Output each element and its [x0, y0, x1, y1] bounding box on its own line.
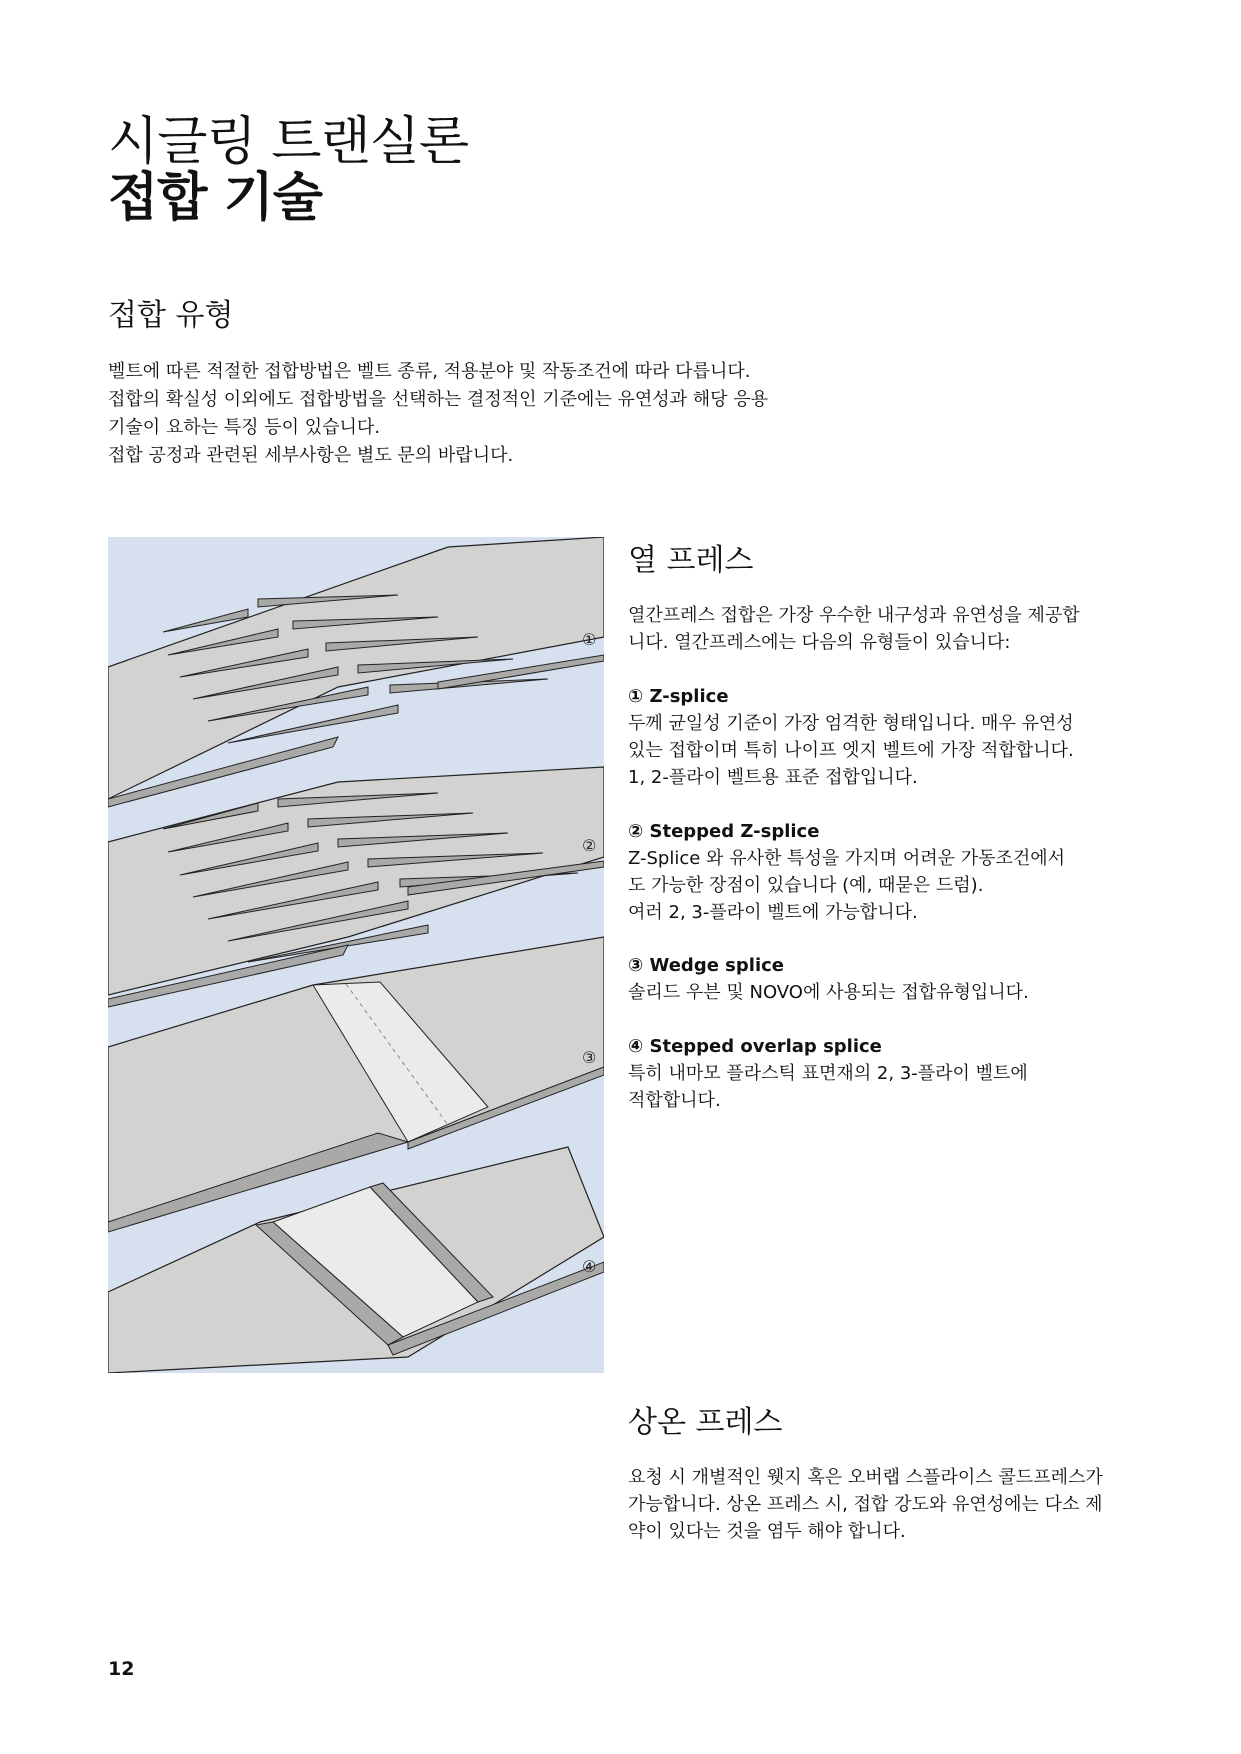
splice-type-line: 1, 2-플라이 벨트용 표준 접합입니다.: [628, 767, 918, 788]
page-title-line1: 시글링 트랜실론: [108, 112, 469, 172]
hot-press-heading: 열 프레스: [628, 543, 754, 578]
splice-type-line: 도 가능한 장점이 있습니다 (예, 때묻은 드럼).: [628, 875, 984, 896]
cold-press-line: 요청 시 개별적인 웻지 혹은 오버랩 스플라이스 콜드프레스가: [628, 1467, 1103, 1488]
splice-type-line: 있는 접합이며 특히 나이프 엣지 벨트에 가장 적합합니다.: [628, 740, 1074, 761]
splice-type-z: [628, 683, 1118, 791]
intro-line: 기술이 요하는 특징 등이 있습니다.: [108, 417, 381, 438]
intro-paragraph: [108, 358, 868, 470]
splice-type-line: 두께 균일성 기준이 가장 엄격한 형태입니다. 매우 유연성: [628, 713, 1074, 734]
intro-line: 접합의 확실성 이외에도 접합방법을 선택하는 결정적인 기준에는 유연성과 해당 응용: [108, 389, 769, 410]
cold-press-line: 약이 있다는 것을 염두 해야 합니다.: [628, 1521, 906, 1542]
splice-type-line: 특히 내마모 플라스틱 표면재의 2, 3-플라이 벨트에: [628, 1063, 1028, 1084]
cold-press-line: 가능합니다. 상온 프레스 시, 접합 강도와 유연성에는 다소 제: [628, 1494, 1103, 1515]
splice-type-wedge: [628, 952, 1118, 1006]
cold-press-heading: 상온 프레스: [628, 1405, 783, 1440]
z-splice-panel: [108, 537, 604, 807]
marker-3: ③: [582, 1048, 597, 1067]
marker-1: ①: [582, 630, 597, 649]
splice-type-line: 여러 2, 3-플라이 벨트에 가능합니다.: [628, 902, 918, 923]
splice-type-title: ③ Wedge splice: [628, 955, 784, 976]
splice-type-title: ④ Stepped overlap splice: [628, 1036, 882, 1057]
marker-2: ②: [582, 836, 597, 855]
intro-line: 벨트에 따른 적절한 접합방법은 벨트 종류, 적용분야 및 작동조건에 따라 다릅니다.: [108, 361, 751, 382]
splice-type-title: ① Z-splice: [628, 686, 729, 707]
splice-diagram: [108, 537, 604, 1373]
splice-type-line: Z-Splice 와 유사한 특성을 가지며 어려운 가동조건에서: [628, 848, 1066, 869]
marker-4: ④: [582, 1257, 597, 1276]
page-number: 12: [108, 1658, 135, 1680]
section-heading: 접합 유형: [108, 298, 234, 333]
hot-press-intro-line: 열간프레스 접합은 가장 우수한 내구성과 유연성을 제공합: [628, 605, 1080, 626]
hot-press-intro: [628, 602, 1118, 656]
splice-type-stepped-overlap: [628, 1033, 1118, 1114]
splice-type-line: 적합합니다.: [628, 1090, 721, 1111]
splice-type-title: ② Stepped Z-splice: [628, 821, 820, 842]
splice-type-line: 솔리드 우븐 및 NOVO에 사용되는 접합유형입니다.: [628, 982, 1029, 1003]
page-title-line2: 접합 기술: [108, 168, 323, 228]
splice-illustration: [108, 537, 604, 1373]
intro-line: 접합 공정과 관련된 세부사항은 별도 문의 바랍니다.: [108, 445, 514, 466]
cold-press-paragraph: [628, 1464, 1118, 1545]
hot-press-intro-line: 니다. 열간프레스에는 다음의 유형들이 있습니다:: [628, 632, 1011, 653]
splice-type-stepped-z: [628, 818, 1118, 926]
